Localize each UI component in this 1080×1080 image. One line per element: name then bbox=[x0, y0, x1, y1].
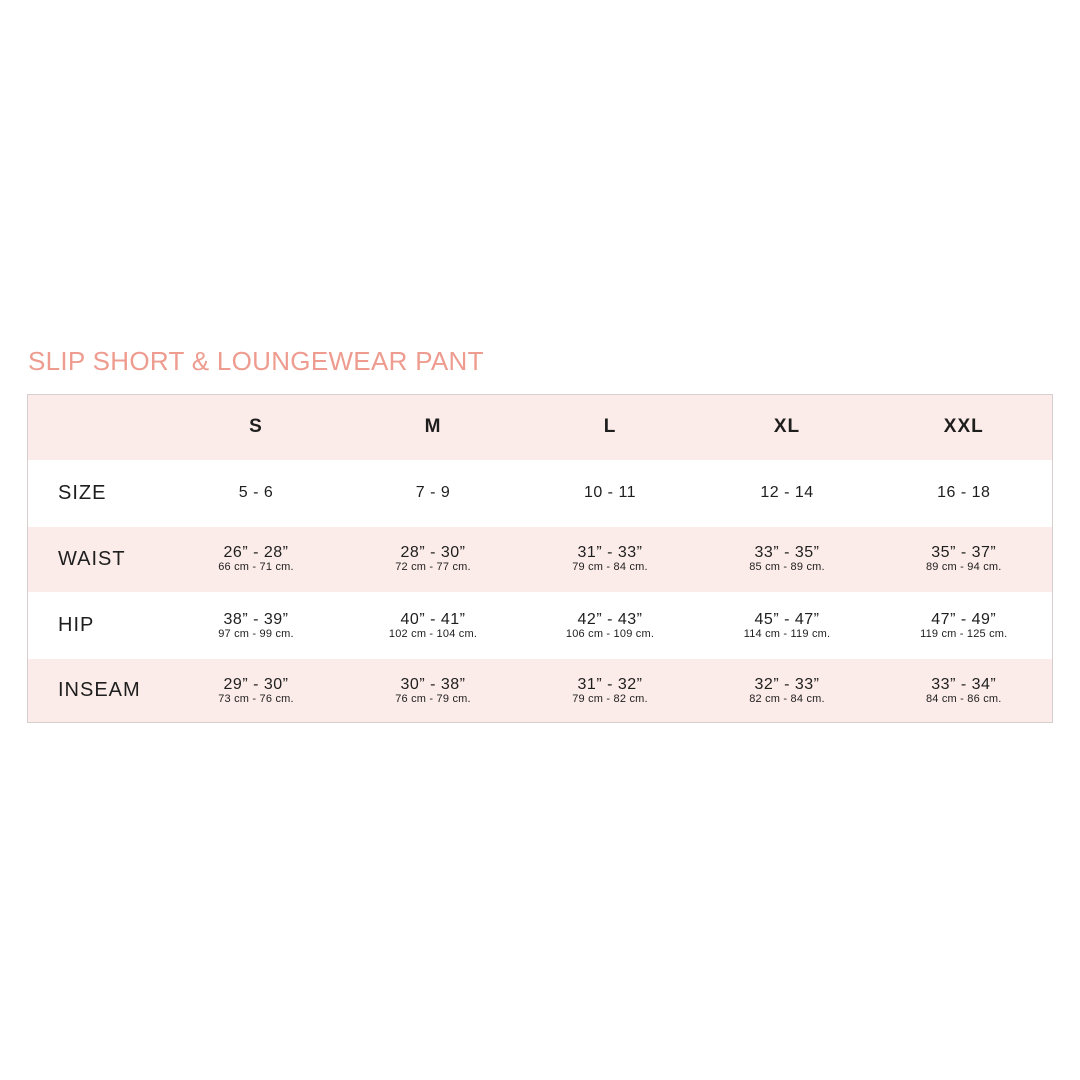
cm-range: 79 cm - 84 cm. bbox=[572, 561, 648, 574]
inch-range: 47” - 49” bbox=[931, 610, 997, 628]
size-header-m: M bbox=[424, 416, 442, 438]
table-row-hip bbox=[28, 592, 1053, 659]
size-range-cell: 5 - 6 bbox=[238, 484, 274, 502]
table-row-size bbox=[28, 460, 1053, 527]
measurement-cell bbox=[168, 592, 345, 659]
cm-range: 119 cm - 125 cm. bbox=[920, 627, 1008, 640]
inch-range: 31” - 32” bbox=[577, 675, 643, 693]
measurement-cell bbox=[522, 527, 699, 592]
measurement-cell bbox=[876, 592, 1053, 659]
inch-range: 33” - 35” bbox=[754, 544, 820, 562]
size-header-l: L bbox=[603, 416, 617, 438]
cm-range: 84 cm - 86 cm. bbox=[925, 692, 1002, 705]
inch-range: 40” - 41” bbox=[400, 610, 466, 628]
size-range-cell: 7 - 9 bbox=[415, 484, 451, 502]
measurement-cell bbox=[876, 527, 1053, 592]
row-label-size: SIZE bbox=[58, 481, 107, 504]
measurement-cell bbox=[522, 592, 699, 659]
cm-range: 106 cm - 109 cm. bbox=[565, 627, 655, 640]
measurement-cell bbox=[345, 527, 522, 592]
cm-range: 72 cm - 77 cm. bbox=[395, 561, 471, 574]
size-range-cell: 10 - 11 bbox=[583, 484, 637, 502]
cm-range: 76 cm - 79 cm. bbox=[395, 692, 471, 705]
size-range-cell: 12 - 14 bbox=[760, 484, 814, 502]
measurement-cell bbox=[876, 659, 1053, 722]
size-header-xl: XL bbox=[773, 416, 801, 438]
inch-range: 28” - 30” bbox=[400, 544, 466, 562]
cm-range: 89 cm - 94 cm. bbox=[925, 561, 1002, 574]
measurement-cell bbox=[699, 527, 876, 592]
inch-range: 45” - 47” bbox=[754, 610, 820, 628]
header-corner-cell bbox=[28, 395, 168, 460]
cm-range: 73 cm - 76 cm. bbox=[218, 692, 294, 705]
table-row-waist bbox=[28, 527, 1053, 592]
size-header-s: S bbox=[249, 416, 263, 438]
cm-range: 114 cm - 119 cm. bbox=[743, 627, 831, 640]
row-label-waist: WAIST bbox=[58, 547, 126, 570]
table-header-row bbox=[28, 395, 1053, 460]
inch-range: 31” - 33” bbox=[577, 544, 643, 562]
measurement-cell bbox=[699, 659, 876, 722]
inch-range: 30” - 38” bbox=[400, 675, 466, 693]
row-label-hip: HIP bbox=[58, 614, 95, 637]
size-range-cell: 16 - 18 bbox=[937, 484, 991, 502]
measurement-cell bbox=[345, 659, 522, 722]
measurement-cell bbox=[699, 592, 876, 659]
size-header-xxl: XXL bbox=[943, 416, 984, 438]
inch-range: 38” - 39” bbox=[223, 610, 289, 628]
measurement-cell bbox=[522, 659, 699, 722]
chart-title: SLIP SHORT & LOUNGEWEAR PANT bbox=[28, 346, 484, 376]
measurement-cell bbox=[168, 527, 345, 592]
cm-range: 82 cm - 84 cm. bbox=[749, 692, 825, 705]
row-label-inseam: INSEAM bbox=[58, 679, 141, 702]
measurement-cell bbox=[345, 592, 522, 659]
cm-range: 85 cm - 89 cm. bbox=[749, 561, 825, 574]
size-chart-table bbox=[27, 394, 1053, 723]
inch-range: 33” - 34” bbox=[931, 675, 997, 693]
cm-range: 102 cm - 104 cm. bbox=[388, 627, 478, 640]
inch-range: 35” - 37” bbox=[931, 544, 997, 562]
inch-range: 42” - 43” bbox=[577, 610, 643, 628]
measurement-cell bbox=[168, 659, 345, 722]
inch-range: 26” - 28” bbox=[223, 544, 289, 562]
inch-range: 29” - 30” bbox=[223, 675, 289, 693]
inch-range: 32” - 33” bbox=[754, 675, 820, 693]
table-row-inseam bbox=[28, 659, 1053, 722]
cm-range: 66 cm - 71 cm. bbox=[218, 561, 294, 574]
cm-range: 97 cm - 99 cm. bbox=[218, 627, 294, 640]
cm-range: 79 cm - 82 cm. bbox=[572, 692, 648, 705]
